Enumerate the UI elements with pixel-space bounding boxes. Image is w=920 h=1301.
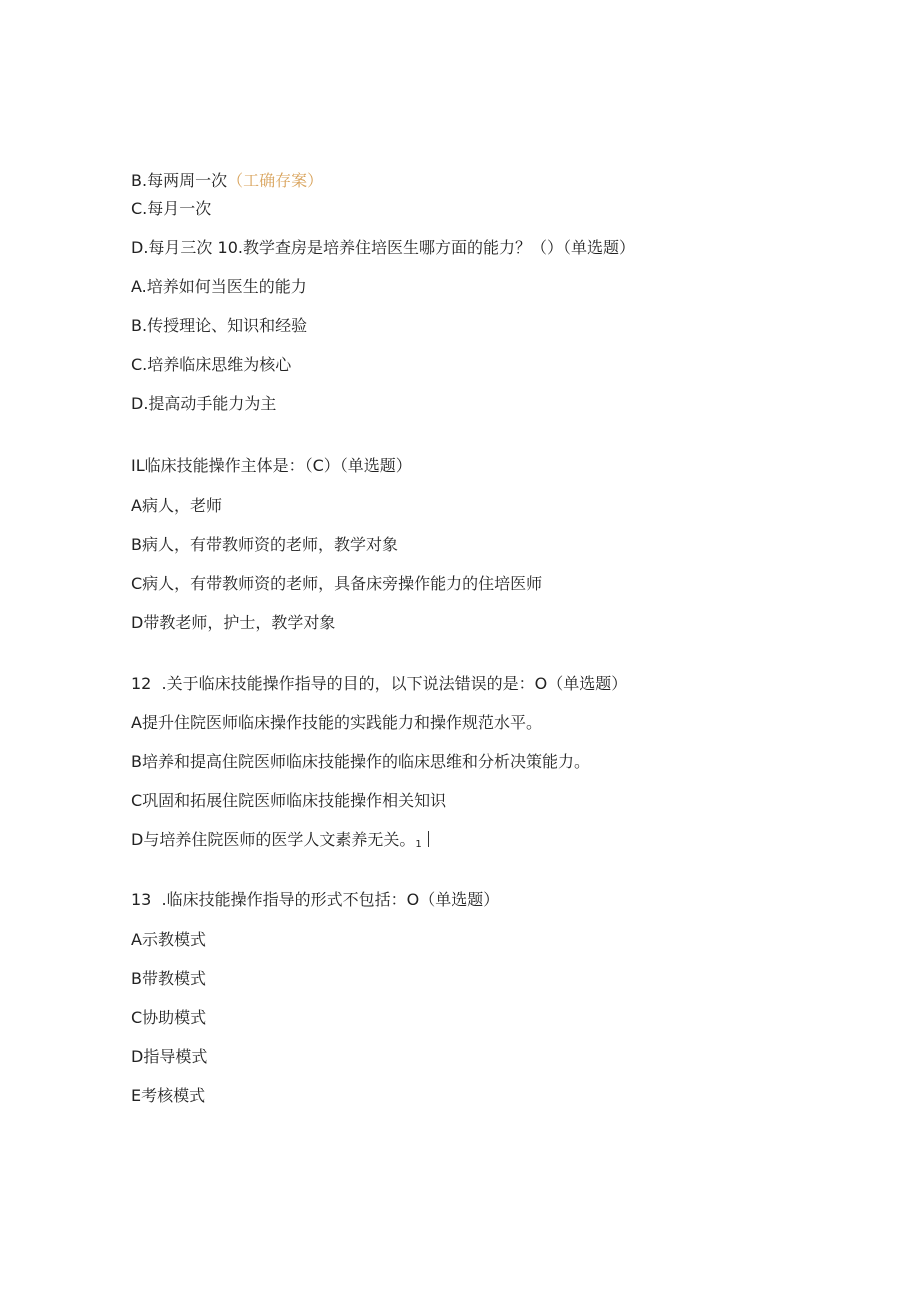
q9-option-c: C.每月一次 <box>131 199 212 218</box>
q10-question: 10.教学查房是培养住培医生哪方面的能力？（）（单选题） <box>217 238 635 257</box>
q12-option-b: B培养和提高住院医师临床技能操作的临床思维和分析决策能力。 <box>131 752 590 771</box>
q11-option-b: B病人，有带教师资的老师，教学对象 <box>131 535 398 554</box>
q13-option-d: D指导模式 <box>131 1047 208 1066</box>
q13-option-c: C协助模式 <box>131 1008 207 1027</box>
q13-text: .临床技能操作指导的形式不包括：O（单选题） <box>161 890 500 909</box>
q13-option-b: B带教模式 <box>131 969 206 988</box>
q11-option-c: C病人，有带教师资的老师，具备床旁操作能力的住培医师 <box>131 574 543 593</box>
text-cursor-mark <box>428 831 429 847</box>
q11-question: IL临床技能操作主体是：（C）（单选题） <box>131 456 412 475</box>
q10-option-c: C.培养临床思维为核心 <box>131 355 292 374</box>
q12-option-d-mark: 1 <box>415 839 422 850</box>
q9-option-b-tag: （工确存案） <box>227 171 324 190</box>
q13-option-a: A示教模式 <box>131 930 206 949</box>
q13-number: 13 <box>131 890 152 909</box>
q12-option-c: C巩固和拓展住院医师临床技能操作相关知识 <box>131 791 447 810</box>
q10-option-a: A.培养如何当医生的能力 <box>131 277 307 296</box>
q9-option-d-q10-question <box>131 238 635 258</box>
q12-option-d-text: D与培养住院医师的医学人文素养无关。 <box>131 830 416 849</box>
q10-option-b: B.传授理论、知识和经验 <box>131 316 308 335</box>
q12-number: 12 <box>131 674 152 693</box>
q10-option-d: D.提高动手能力为主 <box>131 394 277 413</box>
q12-text: .关于临床技能操作指导的目的，以下说法错误的是：O（单选题） <box>161 674 628 693</box>
q12-option-a: A提升住院医师临床操作技能的实践能力和操作规范水平。 <box>131 713 542 732</box>
q11-option-d: D带教老师，护士，教学对象 <box>131 613 336 632</box>
q13-option-e: E考核模式 <box>131 1086 206 1105</box>
q9-option-b <box>131 171 323 191</box>
q12-option-d <box>131 830 429 855</box>
q11-option-a: A病人，老师 <box>131 496 222 515</box>
q12-question <box>131 674 627 694</box>
q13-question <box>131 890 499 910</box>
q9-option-d: D.每月三次 <box>131 238 213 257</box>
q9-option-b-text: B.每两周一次 <box>131 171 228 190</box>
